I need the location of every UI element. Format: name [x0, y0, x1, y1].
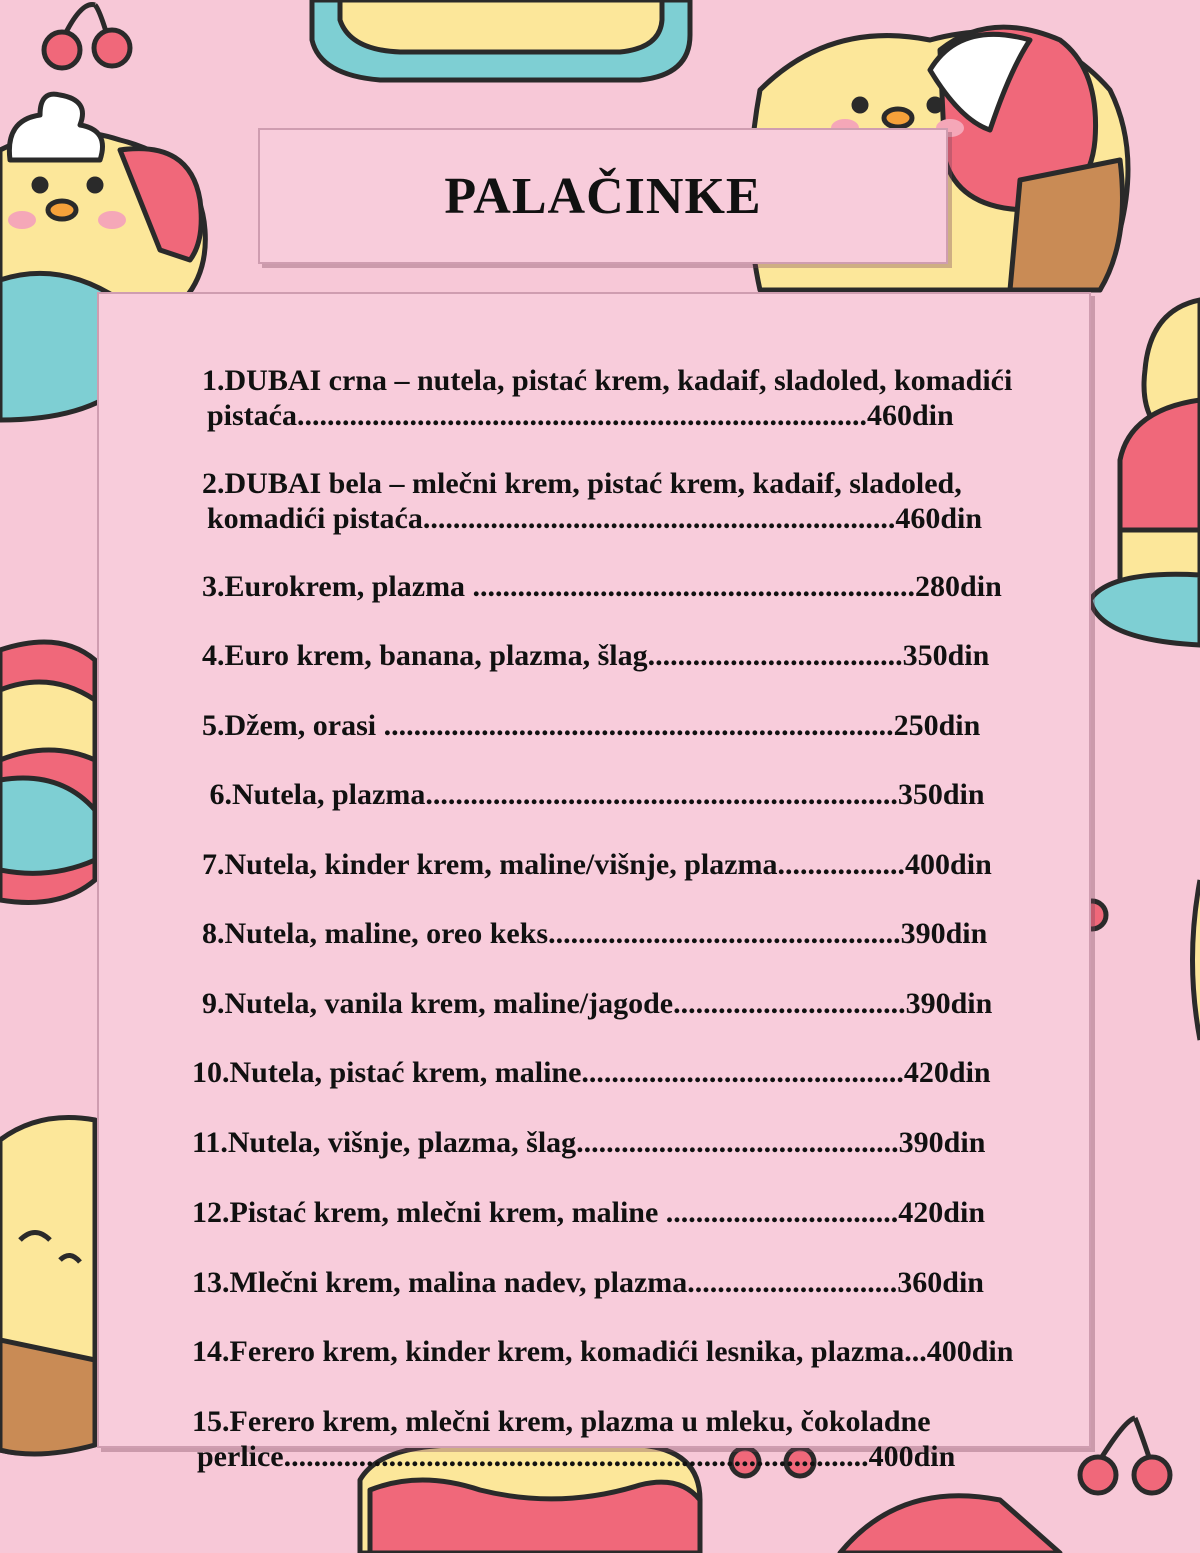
menu-item-text: 8.Nutela, maline, oreo keks...............................................390din	[202, 917, 988, 950]
cake-illustration	[312, 0, 690, 80]
menu-item-text: 3.Eurokrem, plazma ...........................................................280din	[202, 570, 1002, 603]
menu-item-continuation: perlice..............................................................................400din	[197, 1440, 956, 1473]
title-banner	[258, 128, 948, 264]
menu-panel	[97, 292, 1091, 1473]
menu-item-continuation: pistaća............................................................................460din	[207, 399, 954, 432]
menu-item-text: 10.Nutela, pistać krem, maline...........................................420din	[192, 1056, 991, 1089]
layered-cake-illustration	[1090, 300, 1200, 645]
menu-item-text: 7.Nutela, kinder krem, maline/višnje, plazma.................400din	[202, 848, 992, 881]
menu-item-text: 6.Nutela, plazma...............................................................350din	[202, 778, 985, 811]
menu-item-text: 2.DUBAI bela – mlečni krem, pistać krem, kadaif, sladoled,	[202, 467, 962, 500]
menu-item-text: 13.Mlečni krem, malina nadev, plazma............................360din	[192, 1266, 984, 1299]
menu-item-continuation: komadići pistaća...............................................................460din	[207, 502, 983, 535]
menu-item-text: 5.Džem, orasi ....................................................................250din	[202, 709, 981, 742]
menu-item-text: 14.Ferero krem, kinder krem, komadići lesnika, plazma...400din	[192, 1335, 1014, 1368]
cherry-icon	[44, 5, 130, 69]
menu-item-text: 9.Nutela, vanila krem, maline/jagode...............................390din	[202, 987, 993, 1020]
menu-item-text: 11.Nutela, višnje, plazma, šlag...........................................390din	[192, 1126, 986, 1159]
menu-item	[162, 1369, 955, 1544]
menu-item-text: 15.Ferero krem, mlečni krem, plazma u mleku, čokoladne	[192, 1405, 931, 1438]
page-title: PALAČINKE	[444, 167, 762, 225]
menu-item-text: 4.Euro krem, banana, plazma, šlag..................................350din	[202, 639, 990, 672]
cherry-icon	[1080, 1418, 1170, 1493]
menu-item-text: 12.Pistać krem, mlečni krem, maline ...............................420din	[192, 1196, 986, 1229]
menu-item-text: 1.DUBAI crna – nutela, pistać krem, kadaif, sladoled, komadići	[202, 364, 1013, 397]
toast-illustration	[0, 1118, 95, 1455]
roll-cake-illustration	[0, 642, 95, 903]
